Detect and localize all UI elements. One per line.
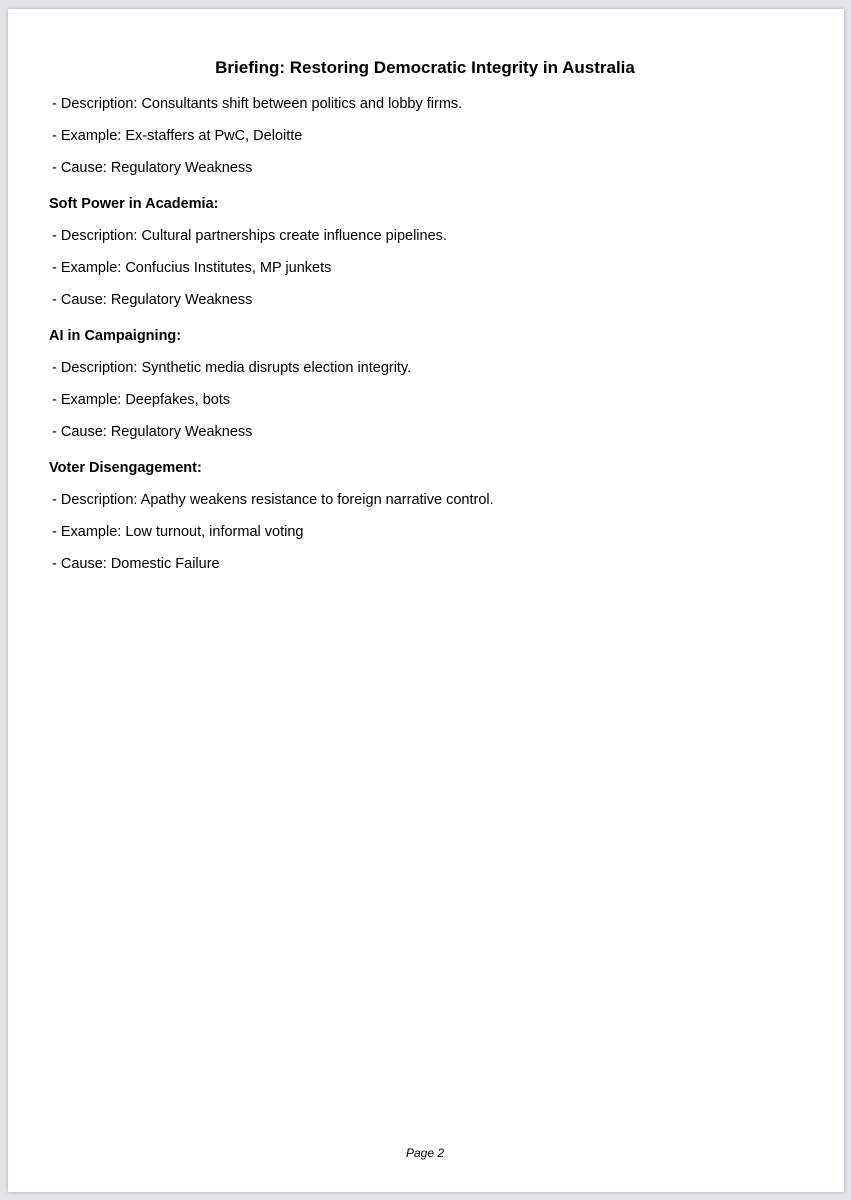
page-number: Page 2 [405, 1146, 445, 1160]
ai-campaigning-description: - Description: Synthetic media disrupts election integrity. [52, 360, 412, 376]
document-page [8, 9, 844, 1192]
voter-disengagement-example: - Example: Low turnout, informal voting [52, 524, 304, 540]
ai-campaigning-cause: - Cause: Regulatory Weakness [52, 424, 253, 440]
intro-cause: - Cause: Regulatory Weakness [52, 160, 253, 176]
document-title: Briefing: Restoring Democratic Integrity in Australia [215, 58, 635, 77]
ai-campaigning-example: - Example: Deepfakes, bots [52, 392, 231, 408]
soft-power-description: - Description: Cultural partnerships create influence pipelines. [52, 228, 447, 244]
section-heading-voter-disengagement: Voter Disengagement: [49, 460, 202, 476]
soft-power-cause: - Cause: Regulatory Weakness [52, 292, 253, 308]
intro-description: - Description: Consultants shift between politics and lobby firms. [52, 96, 463, 112]
section-heading-soft-power: Soft Power in Academia: [49, 196, 219, 212]
soft-power-example: - Example: Confucius Institutes, MP junkets [52, 260, 332, 276]
intro-example: - Example: Ex-staffers at PwC, Deloitte [52, 128, 303, 144]
section-heading-ai-campaigning: AI in Campaigning: [49, 328, 182, 344]
voter-disengagement-description: - Description: Apathy weakens resistance to foreign narrative control. [52, 492, 494, 508]
voter-disengagement-cause: - Cause: Domestic Failure [52, 556, 220, 572]
